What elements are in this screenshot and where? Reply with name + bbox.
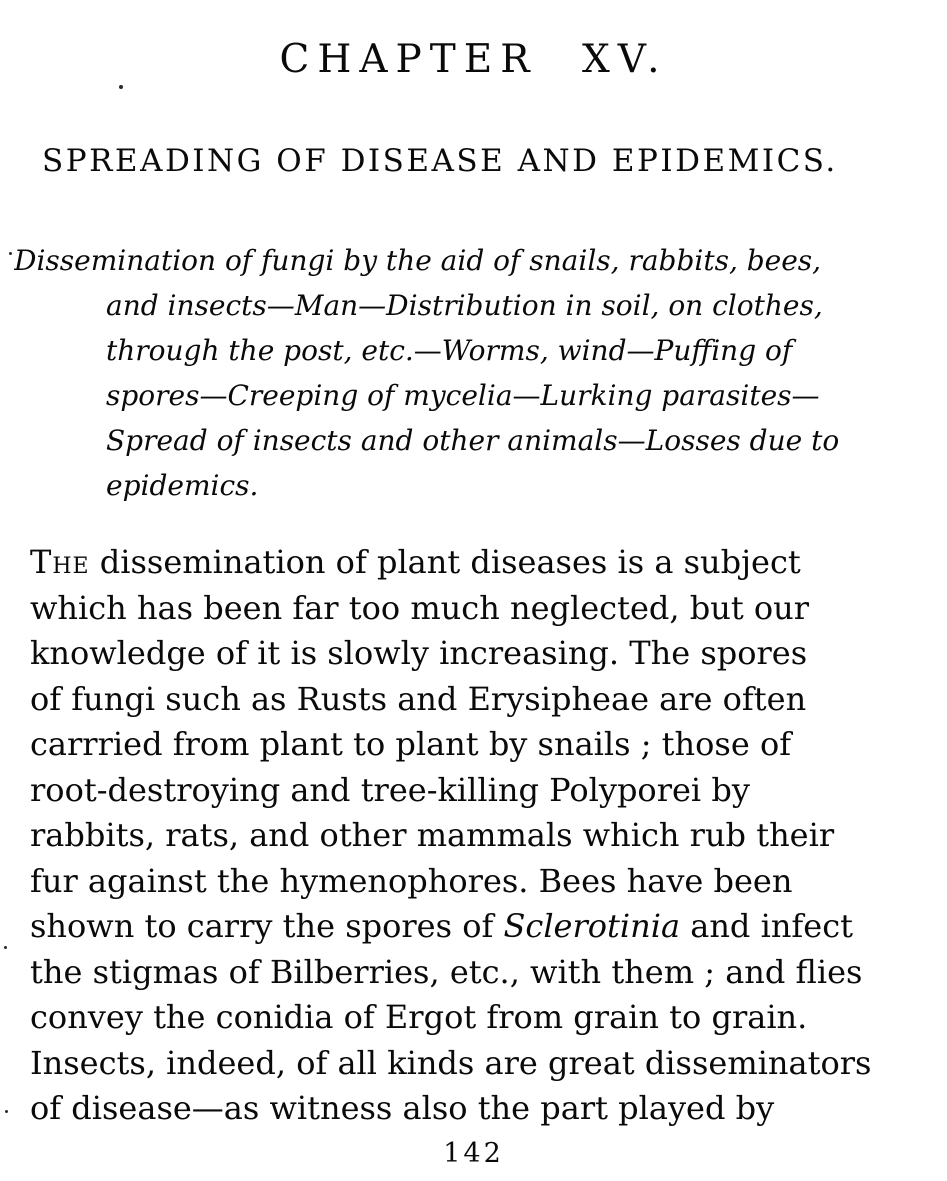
chapter-summary — [0, 238, 947, 508]
body-line: of disease—as witness also the part played by — [30, 1089, 775, 1127]
body-line: rabbits, rats, and other mammals which rub their — [30, 816, 835, 854]
summary-line: Spread of insects and other animals—Losses due to — [106, 424, 840, 457]
body-line: the stigmas of Bilberries, etc., with them ; and flies — [30, 952, 863, 991]
body-line: of fungi such as Rusts and Erysipheae are often — [30, 679, 807, 718]
body-line: Insects, indeed, of all kinds are great disseminators — [30, 1043, 872, 1082]
summary-line: epidemics. — [106, 469, 259, 502]
body-paragraph — [30, 540, 906, 1132]
body-line: carrried from plant to plant by snails ; those of — [30, 725, 792, 763]
body-line — [30, 540, 906, 586]
body-line: root-destroying and tree-killing Polyporei by — [30, 770, 750, 809]
summary-line: and insects—Man—Distribution in soil, on clothes, — [106, 289, 823, 322]
summary-line: spores—Creeping of mycelia—Lurking parasites— — [106, 379, 820, 412]
latin-name: Sclerotinia — [503, 907, 681, 945]
page-number: 142 — [443, 1138, 504, 1169]
ink-speck — [5, 1110, 8, 1113]
body-line: which has been far too much neglected, but our — [30, 588, 810, 627]
body-line-text: and infect — [690, 907, 853, 945]
body-line-text: dissemination of plant diseases is a subject — [99, 543, 801, 581]
chapter-heading: CHAPTER XV. — [279, 37, 668, 82]
section-heading: SPREADING OF DISEASE AND EPIDEMICS. — [42, 143, 838, 179]
lead-word: The — [30, 543, 90, 581]
body-line: fur against the hymenophores. Bees have been — [30, 861, 793, 900]
ink-speck — [119, 85, 123, 89]
body-line-text: shown to carry the spores of — [30, 907, 494, 945]
body-line — [30, 904, 906, 950]
ink-speck — [9, 252, 12, 255]
summary-line: through the post, etc.—Worms, wind—Puffing of — [106, 334, 793, 367]
ink-speck — [4, 946, 7, 949]
summary-line: Dissemination of fungi by the aid of snails, rabbits, bees, — [14, 244, 822, 277]
body-line: knowledge of it is slowly increasing. The spores — [30, 634, 808, 672]
body-line: convey the conidia of Ergot from grain to grain. — [30, 998, 808, 1036]
